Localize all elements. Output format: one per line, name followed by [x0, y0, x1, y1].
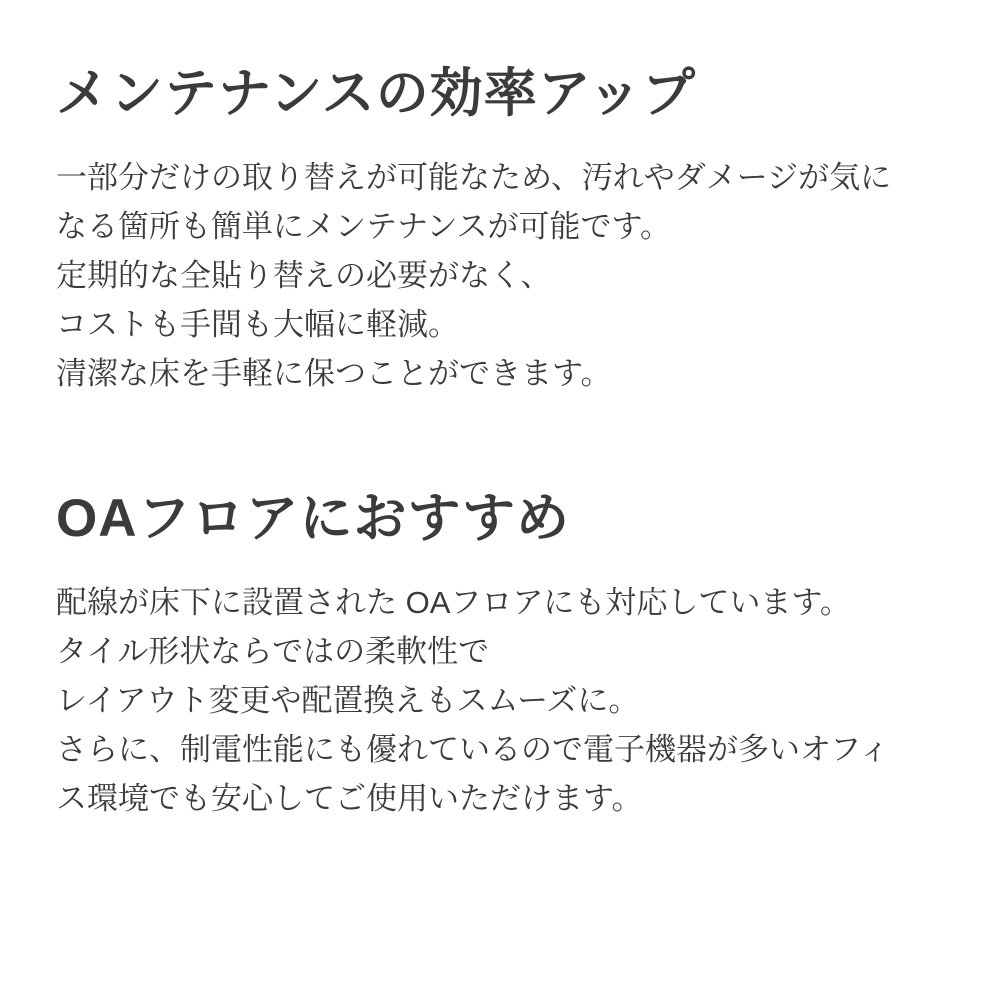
body-text-line: 定期的な全貼り替えの必要がなく、 — [56, 258, 552, 293]
maintenance-section-heading: メンテナンスの効率アップ — [56, 64, 697, 123]
body-text-line: コストも手間も大幅に軽減。 — [56, 307, 459, 342]
body-text-line: レイアウト変更や配置換えもスムーズに。 — [56, 683, 640, 718]
body-text-line: なる箇所も簡単にメンテナンスが可能です。 — [56, 209, 672, 244]
oa-floor-section-body — [56, 578, 890, 823]
body-text-line: 清潔な床を手軽に保つことができます。 — [56, 356, 612, 391]
body-text-line: さらに、制電性能にも優れているので電子機器が多いオフィ — [56, 732, 890, 767]
body-text-line: ス環境でも安心してご使用いただけます。 — [56, 781, 643, 816]
maintenance-section-body — [56, 153, 891, 398]
body-text-line: 一部分だけの取り替えが可能なため、汚れやダメージが気に — [56, 160, 892, 195]
body-text-line: 配線が床下に設置された OAフロアにも対応しています。 — [56, 585, 851, 620]
oa-floor-section-heading: OAフロアにおすすめ — [56, 489, 571, 548]
body-text-line: タイル形状ならではの柔軟性で — [56, 634, 490, 669]
